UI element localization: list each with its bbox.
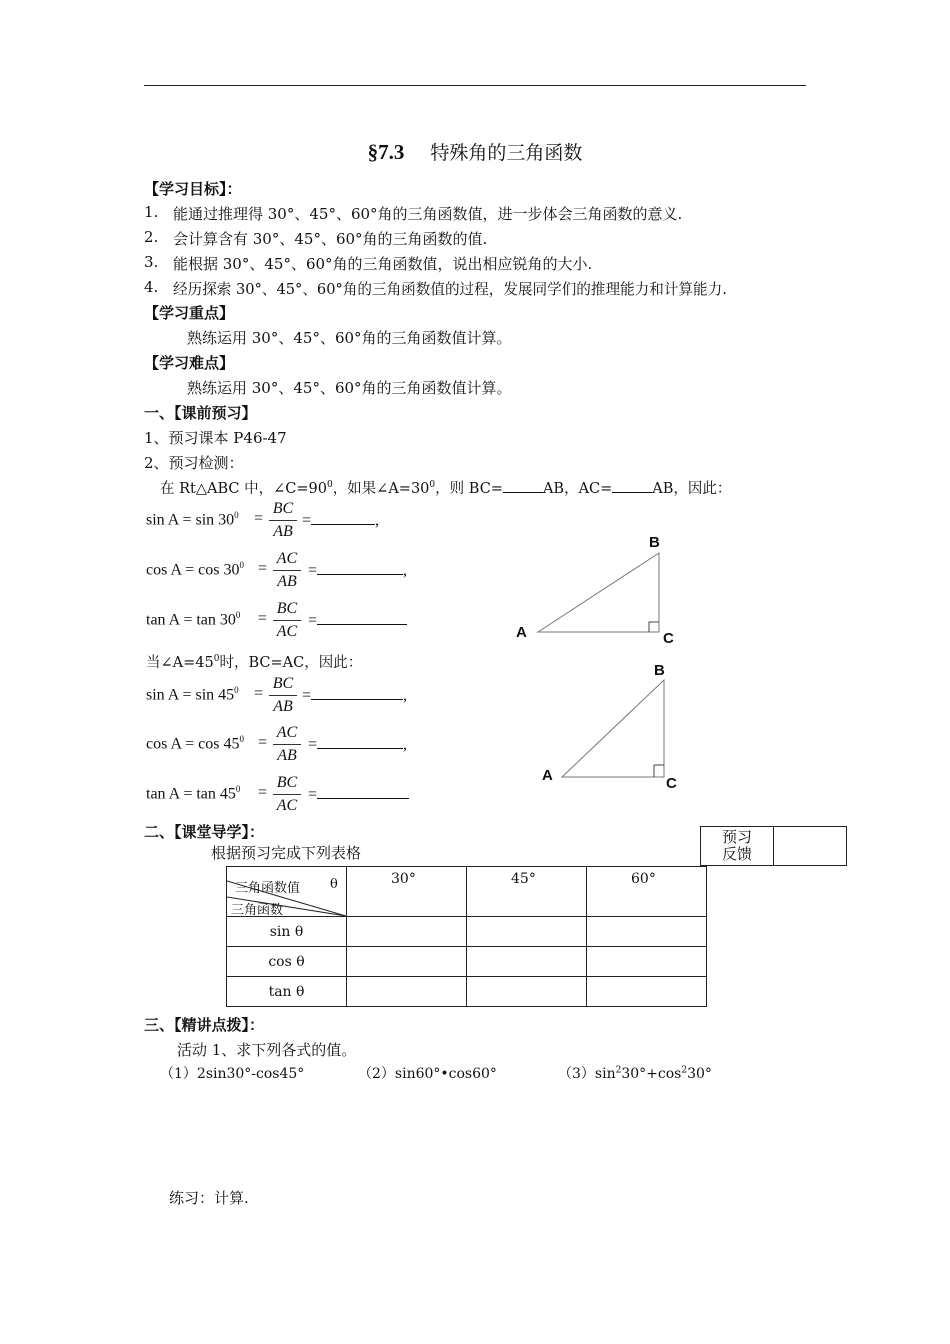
fraction <box>270 498 296 543</box>
answer-cell[interactable] <box>347 977 467 1007</box>
answer-cell[interactable] <box>467 917 587 947</box>
lhs-text: cos A = cos 45 <box>146 735 240 753</box>
square-sup: 2 <box>681 1065 688 1076</box>
header-45: 45° <box>467 867 587 917</box>
table-row <box>227 917 707 947</box>
q-text: AB，因此： <box>652 481 732 497</box>
header-60: 60° <box>587 867 707 917</box>
tail: , <box>403 687 408 704</box>
exercise-2: （2）sin60°•cos60° <box>358 1066 497 1082</box>
answer-blank[interactable] <box>311 510 375 525</box>
objectives-heading: 【学习目标】： <box>144 180 242 198</box>
denominator: AC <box>273 620 301 643</box>
answer <box>308 560 407 580</box>
q-text: 30°+cos <box>621 1066 682 1082</box>
table-row <box>227 977 707 1007</box>
numerator: BC <box>276 600 298 617</box>
header-rule <box>144 85 806 86</box>
numerator: AC <box>276 724 298 741</box>
objective-2 <box>144 228 488 248</box>
equals-sign: = <box>308 562 318 579</box>
objective-1 <box>144 203 683 223</box>
triangle-outline <box>538 553 659 632</box>
equals-sign: = <box>258 734 268 751</box>
exercise-1: （1）2sin30°-cos45° <box>160 1066 305 1082</box>
answer-blank[interactable] <box>311 685 403 700</box>
objective-number: 4. <box>144 278 159 296</box>
answer-cell[interactable] <box>587 977 707 1007</box>
objective-4 <box>144 278 727 298</box>
degree-sup: 0 <box>429 480 436 491</box>
degree-sup: 0 <box>239 560 244 570</box>
answer <box>302 685 407 705</box>
fraction <box>274 772 300 817</box>
trig-value-table <box>226 866 707 1007</box>
formula-lhs <box>146 560 244 579</box>
lhs-text: sin A = sin 30 <box>146 511 235 529</box>
fraction <box>274 548 300 593</box>
page-title <box>0 138 950 165</box>
exercise-3 <box>558 1063 712 1083</box>
answer-cell[interactable] <box>467 947 587 977</box>
answer-blank[interactable] <box>612 478 652 493</box>
objective-text: 能根据 30°、45°、60°角的三角函数值，说出相应锐角的大小. <box>173 255 593 273</box>
part3-heading: 三、【精讲点拨】： <box>144 1016 265 1034</box>
equals-sign: = <box>258 560 268 577</box>
section-number: §7.3 <box>367 140 405 164</box>
q-text: 当∠A=45 <box>146 655 214 671</box>
formula-lhs <box>146 510 239 529</box>
vertex-label-c: C <box>663 630 674 647</box>
corner-theta-label: θ <box>330 877 338 892</box>
tail: , <box>403 562 408 579</box>
answer-cell[interactable] <box>347 947 467 977</box>
degree-sup: 0 <box>235 784 241 794</box>
formula-lhs <box>146 610 240 629</box>
denominator: AB <box>273 744 301 767</box>
fraction <box>274 598 300 643</box>
title-text: 特殊角的三角函数 <box>430 142 583 164</box>
degree-sup: 0 <box>239 734 244 744</box>
objective-3 <box>144 253 593 273</box>
key-points-heading: 【学习重点】 <box>144 304 235 322</box>
numerator: BC <box>276 774 298 791</box>
difficulties-text: 熟练运用 30°、45°、60°角的三角函数值计算。 <box>187 379 512 397</box>
answer-blank[interactable] <box>503 478 543 493</box>
vertex-label-c: C <box>666 775 677 792</box>
row-label-tan: tan θ <box>227 977 347 1007</box>
lhs-text: tan A = tan 30 <box>146 611 236 629</box>
triangle-45-figure <box>555 675 670 785</box>
activity-1: 活动 1、求下列各式的值。 <box>177 1041 357 1059</box>
right-angle-mark <box>649 622 659 632</box>
answer-cell[interactable] <box>587 947 707 977</box>
vertex-label-a: A <box>542 767 553 784</box>
q-text: ，如果∠A=30 <box>332 481 430 497</box>
answer <box>308 610 407 630</box>
corner-top-label: 三角函数值 <box>235 881 301 896</box>
answer-blank[interactable] <box>317 784 409 799</box>
fraction <box>274 722 300 767</box>
vertex-label-a: A <box>516 624 527 641</box>
degree-sup: 0 <box>234 510 239 520</box>
q-text: 在 Rt△ABC 中，∠C=90 <box>160 481 327 497</box>
part1-heading: 一、【课前预习】 <box>144 404 257 422</box>
part2-heading: 二、【课堂导学】： <box>144 823 265 841</box>
answer <box>308 734 407 754</box>
equals-sign: = <box>254 685 264 702</box>
formula-lhs <box>146 784 240 803</box>
q-text: ，则 BC= <box>435 481 503 497</box>
formula-lhs <box>146 685 239 704</box>
lhs-text: tan A = tan 45 <box>146 785 236 803</box>
q-text: 时，BC=AC，因此： <box>219 655 363 671</box>
equals-sign: = <box>308 786 318 803</box>
q-text: AB，AC= <box>542 481 613 497</box>
denominator: AB <box>273 570 301 593</box>
objective-number: 2. <box>144 228 159 246</box>
feedback-score-cell[interactable] <box>774 827 847 866</box>
right-angle-mark <box>654 765 664 777</box>
answer <box>302 510 379 530</box>
table-row <box>227 947 707 977</box>
practice-label: 练习：计算. <box>169 1189 249 1207</box>
objective-text: 会计算含有 30°、45°、60°角的三角函数的值. <box>173 230 488 248</box>
denominator: AB <box>269 520 297 543</box>
row-label-sin: sin θ <box>227 917 347 947</box>
objective-text: 能通过推理得 30°、45°、60°角的三角函数值，进一步体会三角函数的意义. <box>173 205 683 223</box>
feedback-line: 反馈 <box>721 845 752 863</box>
equals-sign: = <box>302 512 312 529</box>
feedback-line: 预习 <box>721 828 752 846</box>
numerator: AC <box>276 550 298 567</box>
objective-number: 3. <box>144 253 159 271</box>
equals-sign: = <box>302 687 312 704</box>
q-text: （3）sin <box>558 1066 616 1082</box>
equals-sign: = <box>308 736 318 753</box>
degree-sup: 0 <box>234 685 239 695</box>
lhs-text: sin A = sin 45 <box>146 686 235 704</box>
answer-cell[interactable] <box>587 917 707 947</box>
vertex-label-b: B <box>654 662 665 679</box>
answer <box>308 784 409 804</box>
corner-bottom-label: 三角函数 <box>231 903 284 918</box>
answer-blank[interactable] <box>317 560 403 575</box>
fraction <box>270 673 296 718</box>
tail: , <box>375 512 380 529</box>
numerator: BC <box>272 675 294 692</box>
part2-intro: 根据预习完成下列表格 <box>211 844 362 862</box>
square-sup: 2 <box>615 1065 622 1076</box>
equals-sign: = <box>258 610 268 627</box>
answer-blank[interactable] <box>317 610 407 625</box>
denominator: AC <box>273 794 301 817</box>
preview-item-1: 1、预习课本 P46-47 <box>144 429 287 447</box>
objective-text: 经历探索 30°、45°、60°角的三角函数值的过程，发展同学们的推理能力和计算能力. <box>173 281 727 298</box>
difficulties-heading: 【学习难点】 <box>144 354 235 372</box>
triangle-outline <box>562 680 664 777</box>
answer-cell[interactable] <box>467 977 587 1007</box>
degree-sup: 0 <box>326 480 333 491</box>
preview-feedback-box <box>700 826 847 866</box>
equals-sign: = <box>258 784 268 801</box>
header-30: 30° <box>347 867 467 917</box>
feedback-label <box>701 827 774 866</box>
table-corner-cell <box>227 867 347 917</box>
equals-sign: = <box>308 612 318 629</box>
tail: , <box>403 736 408 753</box>
answer-cell[interactable] <box>347 917 467 947</box>
formula-lhs <box>146 734 244 753</box>
objective-number: 1. <box>144 203 159 221</box>
triangle-30-figure <box>530 545 670 645</box>
equals-sign: = <box>254 510 264 527</box>
degree-sup: 0 <box>235 610 241 620</box>
lhs-text: cos A = cos 30 <box>146 561 240 579</box>
numerator: BC <box>272 500 294 517</box>
vertex-label-b: B <box>649 534 660 551</box>
denominator: AB <box>269 695 297 718</box>
q-text: 30° <box>687 1066 712 1082</box>
when-45-text <box>146 651 362 672</box>
row-label-cos: cos θ <box>227 947 347 977</box>
degree-sup: 0 <box>213 654 220 665</box>
key-points-text: 熟练运用 30°、45°、60°角的三角函数值计算。 <box>187 329 512 347</box>
preview-question <box>160 477 731 498</box>
answer-blank[interactable] <box>317 734 403 749</box>
preview-item-2: 2、预习检测： <box>144 454 244 472</box>
